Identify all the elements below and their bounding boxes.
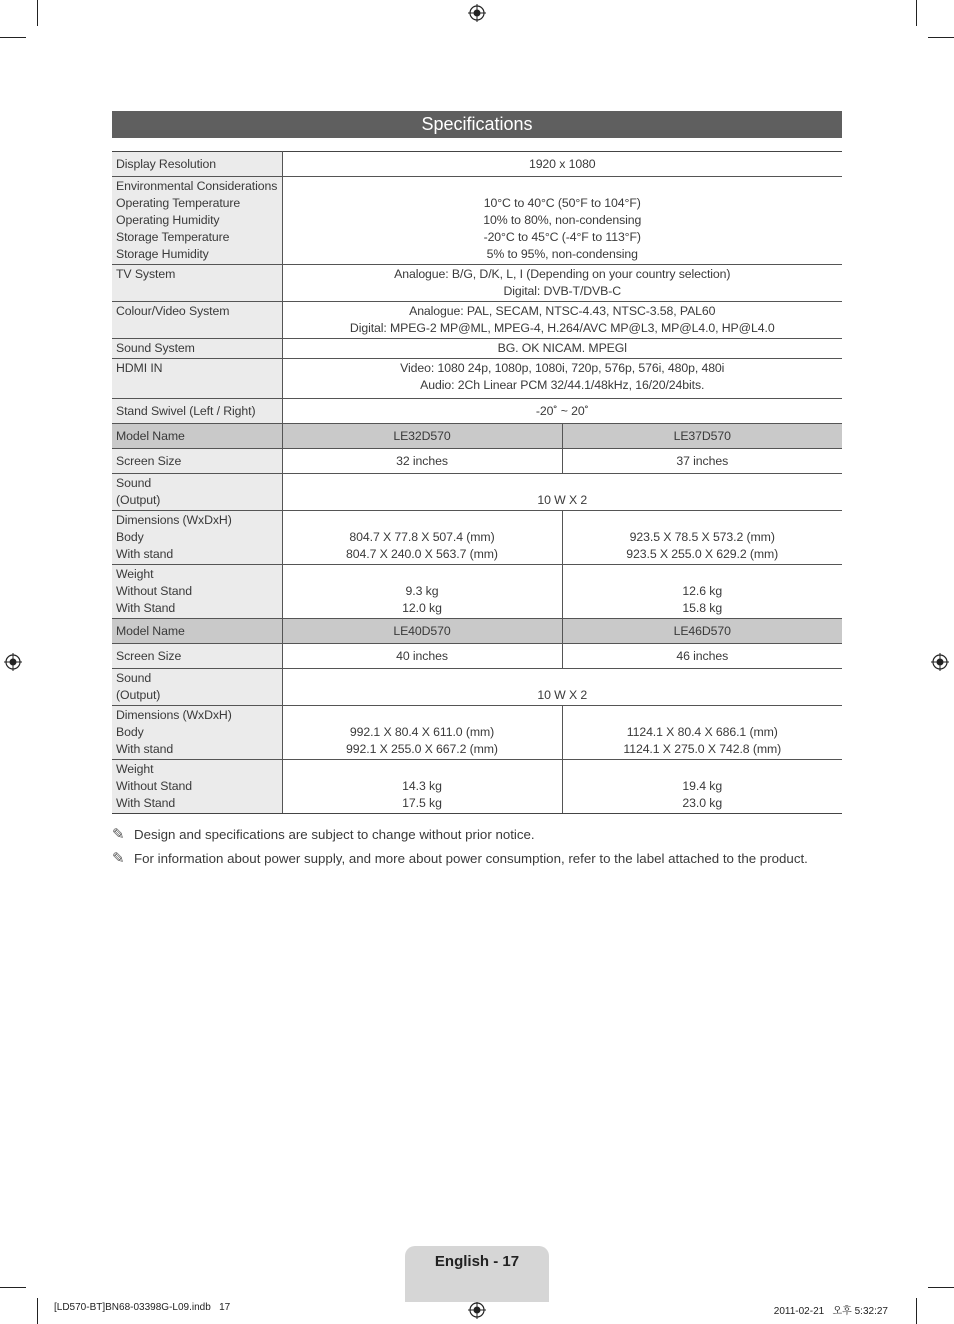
sound-output: 10 W X 2 [282,474,842,511]
row-label: Stand Swivel (Left / Right) [112,399,282,424]
row-label: Screen Size [112,449,282,474]
table-row [112,706,842,760]
crop-mark [0,37,26,38]
crop-mark [928,1287,954,1288]
table-row [112,339,842,359]
row-label: Screen Size [112,644,282,669]
row-label: Weight Without Stand With Stand [112,760,282,814]
weight: 12.6 kg 15.8 kg [562,565,842,619]
crop-mark [37,0,38,26]
row-label: Display Resolution [112,152,282,177]
row-value: Analogue: PAL, SECAM, NTSC-4.43, NTSC-3.58, PAL60 Digital: MPEG-2 MP@ML, MPEG-4, H.264/AVC MP@L3, MP@L4.0, HP@L4.0 [282,302,842,339]
registration-mark-icon [468,4,486,22]
row-label: Environmental Considerations Operating Temperature Operating Humidity Storage Temperature Storage Humidity [112,177,282,265]
table-row [112,644,842,669]
table-row [112,565,842,619]
row-label: Dimensions (WxDxH) Body With stand [112,706,282,760]
footer-file-info: [LD570-BT]BN68-03398G-L09.indb 17 [54,1302,231,1313]
table-row [112,265,842,302]
screen-size: 46 inches [562,644,842,669]
table-row-model [112,619,842,644]
crop-mark [916,0,917,26]
model-name: LE32D570 [282,424,562,449]
table-row [112,177,842,265]
table-row [112,474,842,511]
table-row [112,359,842,399]
table-row [112,669,842,706]
screen-size: 40 inches [282,644,562,669]
model-name: LE37D570 [562,424,842,449]
row-value: -20˚ ~ 20˚ [282,399,842,424]
page-title: Specifications [112,111,842,138]
table-row [112,511,842,565]
row-label: TV System [112,265,282,302]
notes [112,826,808,874]
row-label: Sound System [112,339,282,359]
model-name: LE46D570 [562,619,842,644]
note-item: ✎ For information about power supply, and more about power consumption, refer to the label attached to the product. [112,850,808,867]
table-row [112,302,842,339]
row-label: Colour/Video System [112,302,282,339]
registration-mark-icon [4,653,22,671]
table-row [112,449,842,474]
row-label: Model Name [112,619,282,644]
table-row [112,399,842,424]
pencil-note-icon: ✎ [112,850,125,867]
row-value: Analogue: B/G, D/K, L, I (Depending on your country selection) Digital: DVB-T/DVB-C [282,265,842,302]
footer-timestamp: 2011-02-21 오후 5:32:27 [773,1306,888,1317]
weight: 19.4 kg 23.0 kg [562,760,842,814]
model-name: LE40D570 [282,619,562,644]
row-value: 10°C to 40°C (50°F to 104°F) 10% to 80%, non-condensing -20°C to 45°C (-4°F to 113°F) 5% to 95%, non-condensing [282,177,842,265]
dimensions: 923.5 X 78.5 X 573.2 (mm) 923.5 X 255.0 X 629.2 (mm) [562,511,842,565]
table-row [112,152,842,177]
row-label: Sound (Output) [112,474,282,511]
dimensions: 804.7 X 77.8 X 507.4 (mm) 804.7 X 240.0 X 563.7 (mm) [282,511,562,565]
row-value: Video: 1080 24p, 1080p, 1080i, 720p, 576p, 576i, 480p, 480i Audio: 2Ch Linear PCM 32/44.1/48kHz, 16/20/24bits. [282,359,842,399]
note-item: ✎ Design and specifications are subject to change without prior notice. [112,826,535,843]
table-row [112,760,842,814]
crop-mark [916,1298,917,1324]
table-row-model [112,424,842,449]
row-label: Model Name [112,424,282,449]
crop-mark [928,37,954,38]
dimensions: 992.1 X 80.4 X 611.0 (mm) 992.1 X 255.0 X 667.2 (mm) [282,706,562,760]
row-label: Dimensions (WxDxH) Body With stand [112,511,282,565]
crop-mark [37,1298,38,1324]
specifications-table [112,151,842,814]
screen-size: 37 inches [562,449,842,474]
page-number: English - 17 [405,1246,549,1302]
row-value: 1920 x 1080 [282,152,842,177]
dimensions: 1124.1 X 80.4 X 686.1 (mm) 1124.1 X 275.0 X 742.8 (mm) [562,706,842,760]
screen-size: 32 inches [282,449,562,474]
row-label: HDMI IN [112,359,282,399]
registration-mark-icon [931,653,949,671]
row-value: BG. OK NICAM. MPEGl [282,339,842,359]
row-label: Sound (Output) [112,669,282,706]
registration-mark-icon [468,1301,486,1319]
weight: 9.3 kg 12.0 kg [282,565,562,619]
crop-mark [0,1287,26,1288]
row-label: Weight Without Stand With Stand [112,565,282,619]
pencil-note-icon: ✎ [112,826,125,843]
sound-output: 10 W X 2 [282,669,842,706]
weight: 14.3 kg 17.5 kg [282,760,562,814]
